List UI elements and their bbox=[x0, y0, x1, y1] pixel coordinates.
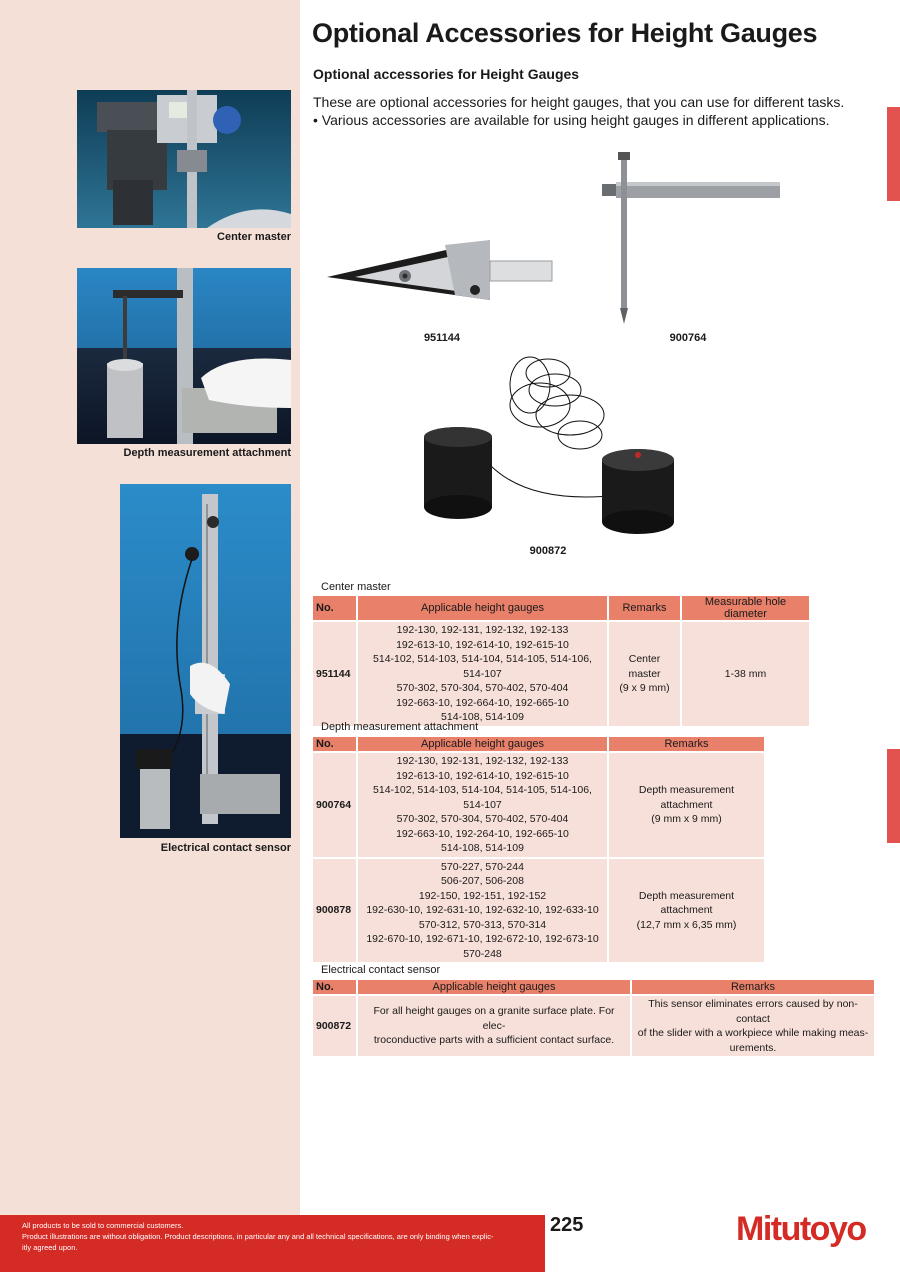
disclaimer-line: All products to be sold to commercial customers. bbox=[22, 1221, 184, 1230]
gauge-line: 570-312, 570-313, 570-314 bbox=[418, 918, 547, 931]
brand-logo: Mitutoyo bbox=[736, 1210, 866, 1248]
remarks-cell bbox=[632, 996, 874, 1056]
gauge-line: 192-130, 192-131, 192-132, 192-133 bbox=[396, 624, 569, 636]
remarks-cell bbox=[609, 622, 680, 726]
remarks-line: Center master bbox=[628, 653, 661, 680]
gauge-line: 192-670-10, 192-671-10, 192-672-10, 192-673-10 bbox=[366, 933, 599, 945]
remarks-line: Depth measurement attachment bbox=[638, 889, 735, 916]
applicable-gauges-cell bbox=[358, 859, 607, 963]
item-number: 900764 bbox=[313, 753, 356, 857]
table-header-row bbox=[313, 596, 809, 620]
gauge-line: For all height gauges on a granite surface plate. For elec- bbox=[373, 1005, 615, 1032]
product-label-951144: 951144 bbox=[423, 332, 461, 344]
col-applicable-gauges: Applicable height gauges bbox=[358, 596, 607, 620]
table-row bbox=[313, 996, 874, 1056]
product-label-900764: 900764 bbox=[669, 332, 707, 344]
col-no: No. bbox=[313, 737, 356, 751]
gauge-line: 192-150, 192-151, 192-152 bbox=[418, 889, 547, 902]
intro-text bbox=[313, 93, 844, 129]
table-row bbox=[313, 622, 809, 726]
table-row bbox=[313, 753, 764, 857]
remarks-line: of the slider with a workpiece while making meas- bbox=[637, 1027, 869, 1039]
remarks-line: urements. bbox=[729, 1041, 777, 1054]
gauge-line: 570-227, 570-244 bbox=[441, 860, 524, 873]
gauge-line: 192-130, 192-131, 192-132, 192-133 bbox=[396, 755, 569, 767]
footer-disclaimer bbox=[22, 1220, 522, 1253]
depth-attachment-photo bbox=[77, 268, 291, 444]
center-master-photo bbox=[77, 90, 291, 228]
remarks-line: (12,7 mm x 6,35 mm) bbox=[636, 918, 737, 931]
depth-attachment-table bbox=[311, 735, 766, 964]
col-no: No. bbox=[313, 980, 356, 994]
item-number: 900878 bbox=[313, 859, 356, 963]
item-number: 951144 bbox=[313, 622, 356, 726]
electrical-sensor-illustration bbox=[420, 345, 680, 535]
electrical-sensor-table bbox=[311, 978, 876, 1058]
page-subtitle: Optional accessories for Height Gauges bbox=[313, 66, 580, 82]
col-applicable-gauges: Applicable height gauges bbox=[358, 737, 607, 751]
depth-attachment-illustration bbox=[598, 148, 783, 328]
gauge-line: 192-613-10, 192-614-10, 192-615-10 bbox=[396, 769, 569, 782]
product-label-900872: 900872 bbox=[529, 545, 567, 557]
col-remarks: Remarks bbox=[609, 737, 764, 751]
gauge-line: 192-613-10, 192-614-10, 192-615-10 bbox=[396, 638, 569, 651]
section-tab-marker-top bbox=[887, 107, 900, 201]
electrical-sensor-caption: Electrical contact sensor bbox=[160, 842, 291, 854]
table-row bbox=[313, 859, 764, 963]
page-number: 225 bbox=[550, 1214, 584, 1236]
table-header-row bbox=[313, 737, 764, 751]
gauge-line: 570-302, 570-304, 570-402, 570-404 bbox=[396, 813, 569, 825]
depth-attachment-caption: Depth measurement attachment bbox=[123, 447, 291, 459]
remarks-cell bbox=[609, 859, 764, 963]
disclaimer-line: itly agreed upon. bbox=[22, 1243, 78, 1252]
remarks-line: (9 x 9 mm) bbox=[619, 682, 670, 694]
depth-section-title: Depth measurement attachment bbox=[321, 721, 479, 733]
remarks-line: Depth measurement attachment bbox=[638, 784, 735, 811]
gauge-line: troconductive parts with a sufficient contact surface. bbox=[373, 1034, 615, 1047]
center-master-illustration bbox=[325, 235, 555, 305]
gauge-line: 514-102, 514-103, 514-104, 514-105, 514-106, 514-107 bbox=[373, 653, 592, 680]
remarks-line: This sensor eliminates errors caused by non-contact bbox=[648, 998, 858, 1025]
gauge-line: 192-630-10, 192-631-10, 192-632-10, 192-633-10 bbox=[366, 904, 599, 916]
item-number: 900872 bbox=[313, 996, 356, 1056]
center-master-caption: Center master bbox=[217, 231, 291, 243]
table-header-row bbox=[313, 980, 874, 994]
intro-line-1: These are optional accessories for height gauges, that you can use for different tasks. bbox=[313, 94, 845, 110]
applicable-gauges-cell bbox=[358, 622, 607, 726]
col-applicable-gauges: Applicable height gauges bbox=[358, 980, 630, 994]
gauge-line: 506-207, 506-208 bbox=[441, 875, 524, 887]
section-tab-marker-bottom bbox=[887, 749, 900, 843]
gauge-line: 192-663-10, 192-264-10, 192-665-10 bbox=[396, 827, 569, 840]
intro-line-2: • Various accessories are available for using height gauges in different applications. bbox=[313, 112, 830, 128]
gauge-line: 570-248 bbox=[463, 947, 502, 960]
col-no: No. bbox=[313, 596, 356, 620]
remarks-line: (9 mm x 9 mm) bbox=[651, 813, 722, 825]
hole-diameter-cell: 1-38 mm bbox=[682, 622, 809, 726]
disclaimer-line: Product illustrations are without obligation. Product descriptions, in particular any and all technical specifications, are only binding when explic- bbox=[22, 1232, 494, 1241]
center-master-section-title: Center master bbox=[321, 581, 391, 593]
applicable-gauges-cell bbox=[358, 753, 607, 857]
gauge-line: 514-108, 514-109 bbox=[441, 842, 524, 854]
page-title: Optional Accessories for Height Gauges bbox=[312, 18, 818, 48]
col-remarks: Remarks bbox=[632, 980, 874, 994]
gauge-line: 514-108, 514-109 bbox=[441, 711, 524, 723]
gauge-line: 570-302, 570-304, 570-402, 570-404 bbox=[396, 682, 569, 694]
col-remarks: Remarks bbox=[609, 596, 680, 620]
gauge-line: 192-663-10, 192-664-10, 192-665-10 bbox=[396, 696, 569, 709]
gauge-line: 514-102, 514-103, 514-104, 514-105, 514-106, 514-107 bbox=[373, 784, 592, 811]
col-hole-diameter: Measurable hole diameter bbox=[682, 596, 809, 620]
electrical-section-title: Electrical contact sensor bbox=[321, 964, 441, 976]
electrical-sensor-photo bbox=[120, 484, 291, 838]
remarks-cell bbox=[609, 753, 764, 857]
applicable-gauges-cell bbox=[358, 996, 630, 1056]
center-master-table bbox=[311, 594, 811, 728]
